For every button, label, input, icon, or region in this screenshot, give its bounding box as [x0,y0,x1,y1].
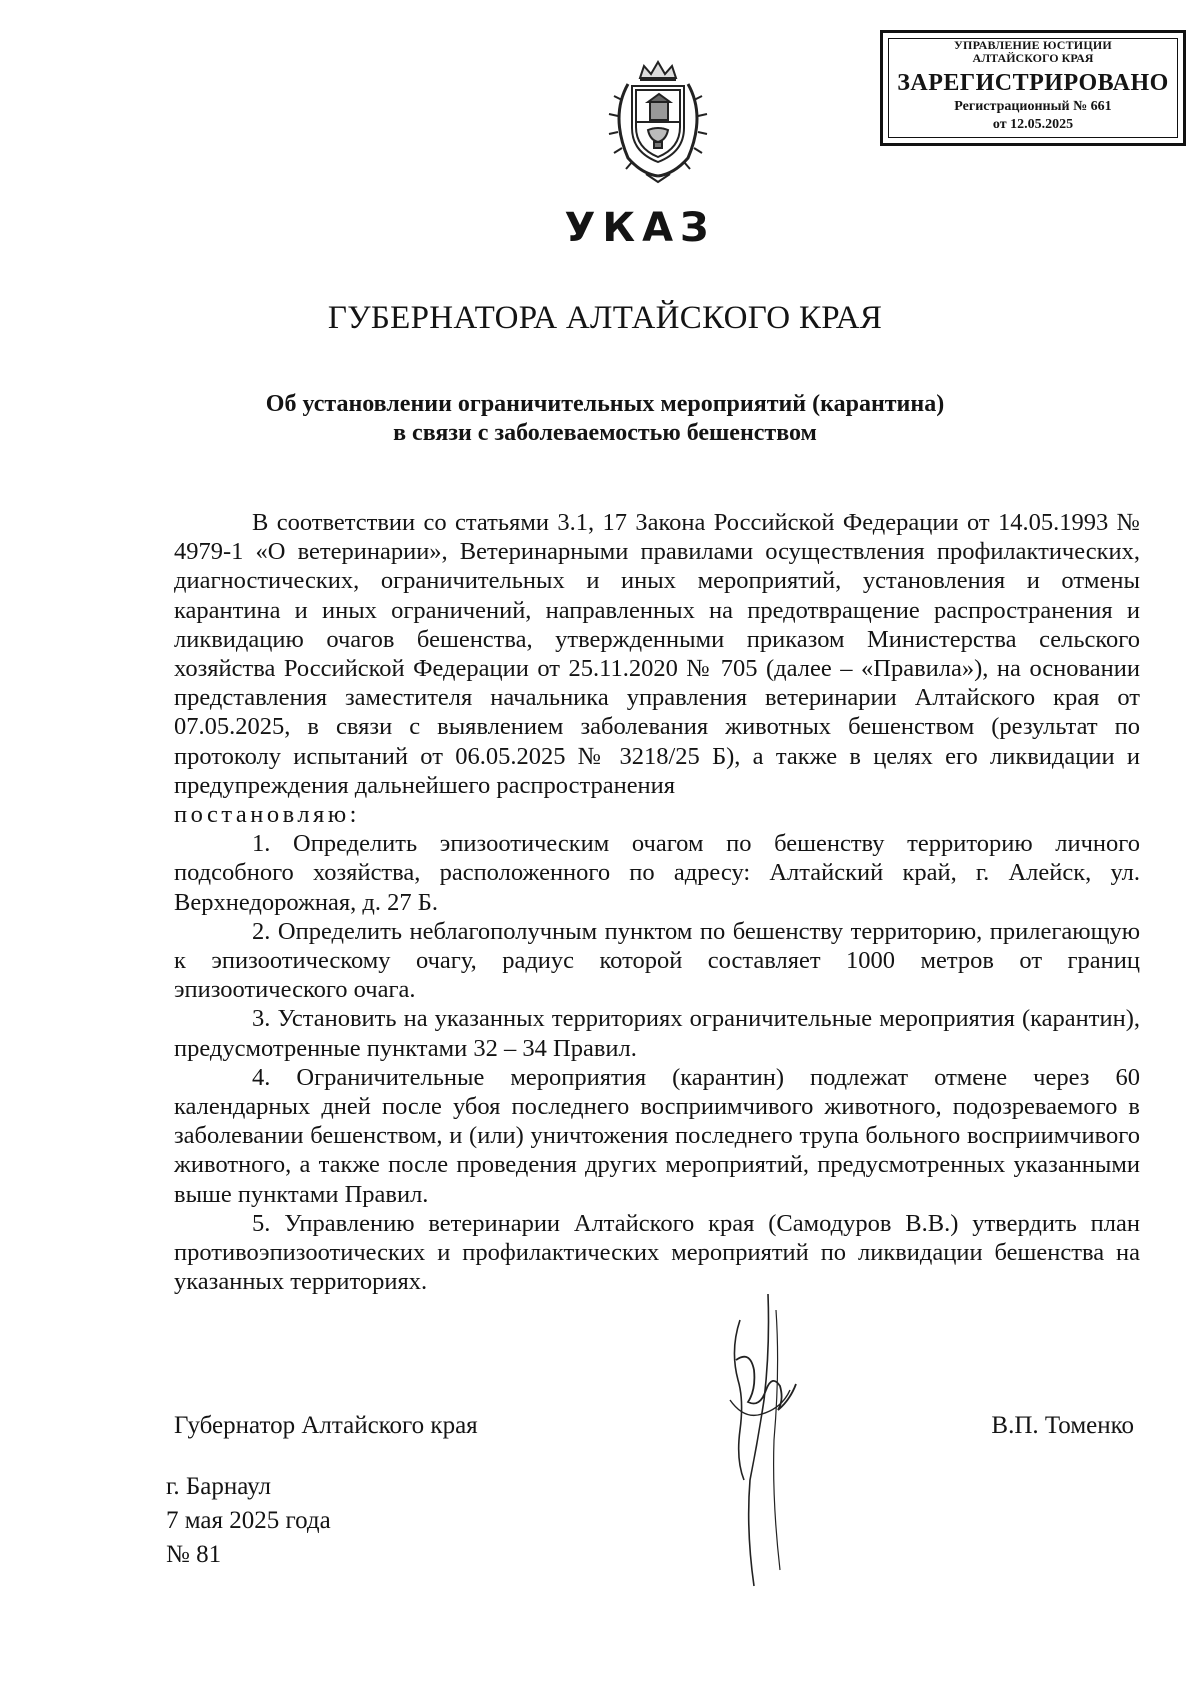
handwritten-signature [710,1290,820,1590]
stamp-reg-date: от 12.05.2025 [992,117,1074,132]
decree-item-3: 3. Установить на указанных территориях ограничительные мероприятия (карантин), предусмотренные пунктами 32 – 34 Правил. [174,1005,1140,1062]
resolve-word: постановляю: [174,801,360,829]
stamp-authority-line1: УПРАВЛЕНИЕ ЮСТИЦИИ [954,38,1112,52]
decree-item-4: 4. Ограничительные мероприятия (карантин) подлежат отмене через 60 календарных дней после убоя последнего восприимчивого животного, подозреваемого в заболевании бешенством, и (или) уничтожения последнего трупа больного восприимчивого животного, а также после проведения других мероприятий, предусмотренных указанными выше пунктами Правил. [174,1063,1140,1208]
subject-line-1: Об установлении ограничительных мероприятий (карантина) [265,391,945,417]
stamp-authority-line2: АЛТАЙСКОГО КРАЯ [972,51,1094,65]
stamp-status: ЗАРЕГИСТРИРОВАНО [897,70,1169,96]
document-type-title: УКАЗ [564,205,716,251]
decree-item-1: 1. Определить эпизоотическим очагом по бешенству территорию личного подсобного хозяйства, расположенного по адресу: Алтайский край, г. Алейск, ул. Верхнедорожная, д. 27 Б. [174,830,1140,916]
signer-name: В.П. Томенко [991,1412,1134,1439]
decree-number: № 81 [166,1541,222,1568]
document-subject [0,390,1200,448]
registration-stamp [880,30,1186,146]
coat-of-arms-icon [598,56,718,188]
issue-place-date-number [166,1470,331,1572]
subject-line-2: в связи с заболеваемостью бешенством [393,420,817,446]
issue-city: г. Барнаул [166,1473,271,1500]
preamble-paragraph: В соответствии со статьями 3.1, 17 Закона Российской Федерации от 14.05.1993 № 4979-1 «О ветеринарии», Ветеринарными правилами осуществления профилактических, диагностических, ограничительных и иных мероприятий, установления и отмены карантина и иных ограничений, направленных на предотвращение распространения и ликвидацию очагов бешенства, утвержденными приказом Министерства сельского хозяйства Российской Федерации от 25.11.2020 № 705 (далее – «Правила»), на основании представления заместителя начальника управления ветеринарии Алтайского края от 07.05.2025, в связи с выявлением заболевания животных бешенством (результат по протоколу испытаний от 06.05.2025 № 3218/25 Б), а также в целях его ликвидации и предупреждения дальнейшего распространения [174,509,1140,799]
decree-item-5: 5. Управлению ветеринарии Алтайского края (Самодуров В.В.) утвердить план противоэпизоотических и профилактических мероприятий по ликвидации бешенства на указанных территориях. [174,1209,1140,1296]
signer-position: Губернатор Алтайского края [174,1412,478,1439]
stamp-reg-number: Регистрационный № 661 [954,99,1112,114]
document-body [174,508,1140,1296]
issue-date: 7 мая 2025 года [166,1507,331,1534]
issuer-title: ГУБЕРНАТОРА АЛТАЙСКОГО КРАЯ [327,300,883,336]
decree-item-2: 2. Определить неблагополучным пунктом по бешенству территорию, прилегающую к эпизоотическому очагу, радиус которой составляет 1000 метров от границ эпизоотического очага. [174,917,1140,1004]
